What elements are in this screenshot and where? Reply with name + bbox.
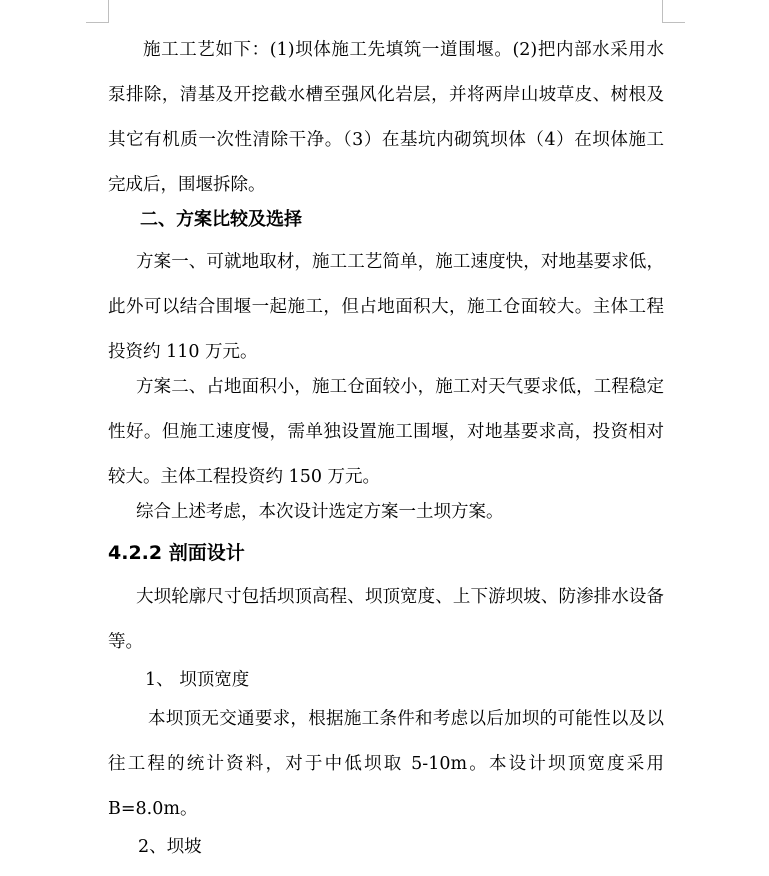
section-heading-scheme-comparison: 二、方案比较及选择 <box>140 209 302 230</box>
paragraph-construction-process: 施工工艺如下：(1)坝体施工先填筑一道围堰。(2)把内部水采用水泵排除，清基及开挖截水槽至强风化岩层，并将两岸山坡草皮、树根及其它有机质一次性清除干净。（3）在基坑内砌筑坝体（4）在坝体施工完成后，围堰拆除。 <box>108 40 664 195</box>
paragraph-crest-width-detail: 本坝顶无交通要求，根据施工条件和考虑以后加坝的可能性以及以往工程的统计资料，对于中低坝取 5-10m。本设计坝顶宽度采用 B=8.0m。 <box>108 709 664 819</box>
paragraph-scheme-one: 方案一、可就地取材，施工工艺简单，施工速度快，对地基要求低，此外可以结合围堰一起施工，但占地面积大，施工仓面较大。主体工程投资约 110 万元。 <box>108 252 664 362</box>
paragraph-dam-outline: 大坝轮廓尺寸包括坝顶高程、坝顶宽度、上下游坝坡、防渗排水设备等。 <box>108 587 664 652</box>
margin-corner-top-right <box>662 0 685 23</box>
list-item-dam-slope: 2、坝坡 <box>138 837 202 857</box>
paragraph-scheme-two: 方案二、占地面积小，施工仓面较小，施工对天气要求低，工程稳定性好。但施工速度慢，需单独设置施工围堰，对地基要求高，投资相对较大。主体工程投资约 150 万元。 <box>108 377 664 487</box>
margin-corner-top-left <box>86 0 109 23</box>
paragraph-conclusion: 综合上述考虑，本次设计选定方案一土坝方案。 <box>136 502 504 522</box>
subsection-heading-profile-design: 4.2.2 剖面设计 <box>108 542 245 564</box>
list-item-crest-width: 1、 坝顶宽度 <box>145 670 250 690</box>
